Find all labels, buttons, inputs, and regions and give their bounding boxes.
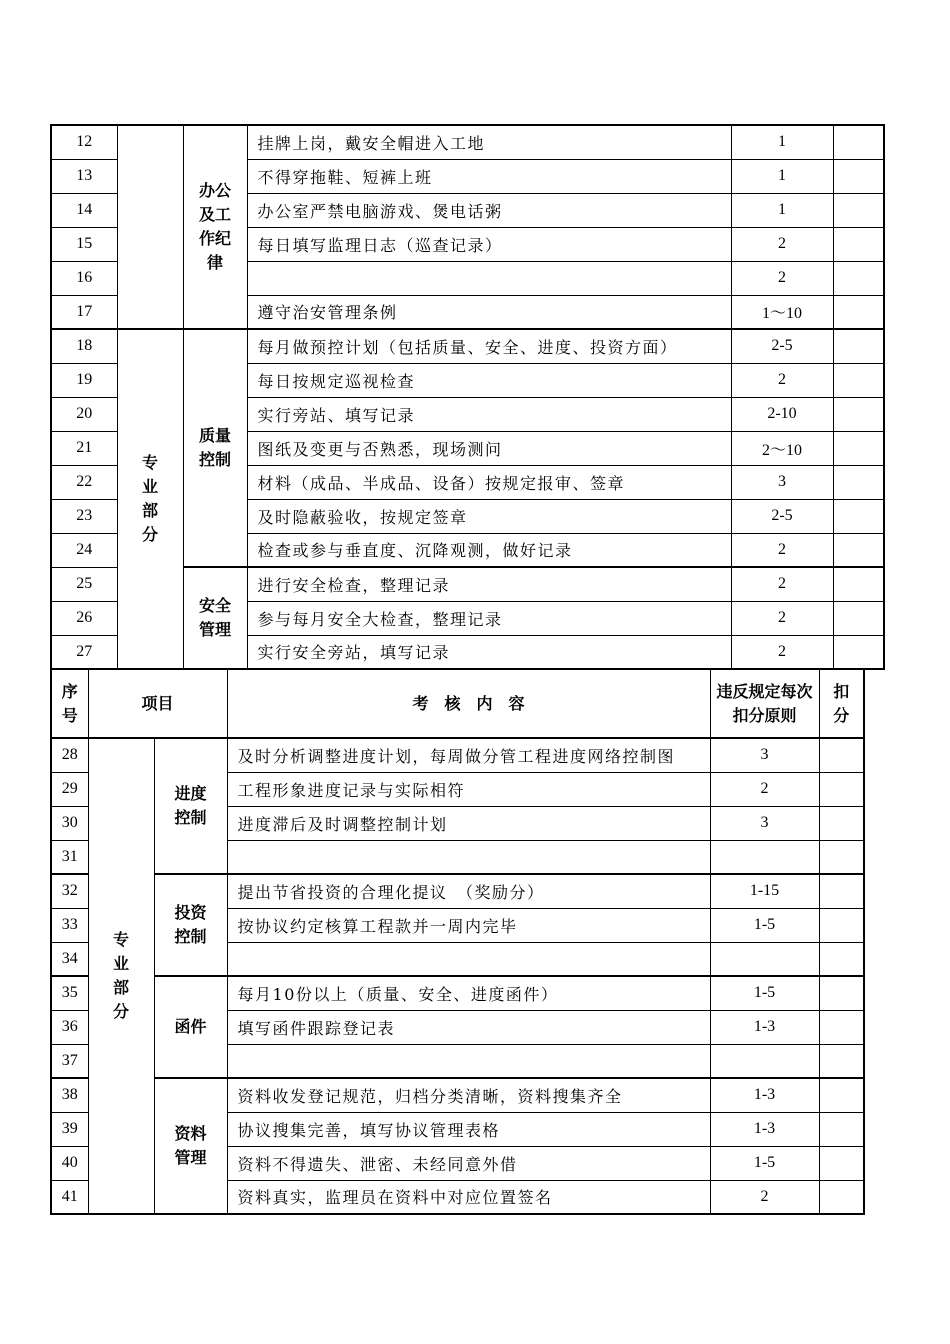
deduction-rule: 2～10	[731, 431, 833, 465]
assessment-content: 每日按规定巡视检查	[247, 363, 731, 397]
assessment-content: 协议搜集完善，填写协议管理表格	[227, 1112, 710, 1146]
header-serial-number: 序号	[51, 669, 88, 738]
deduction-cell	[833, 567, 884, 601]
deduction-cell	[833, 125, 884, 159]
assessment-content	[227, 942, 710, 976]
table-row	[51, 738, 864, 772]
deduction-cell	[833, 261, 884, 295]
deduction-rule: 1-3	[710, 1010, 819, 1044]
deduction-rule: 2	[731, 261, 833, 295]
deduction-rule: 1-5	[710, 908, 819, 942]
category-safety-management: 安全管理	[183, 567, 247, 669]
deduction-cell	[819, 1180, 864, 1214]
assessment-content: 实行旁站、填写记录	[247, 397, 731, 431]
deduction-cell	[833, 363, 884, 397]
deduction-rule: 3	[710, 738, 819, 772]
deduction-cell	[833, 601, 884, 635]
row-number: 24	[51, 533, 117, 567]
deduction-rule: 1-3	[710, 1078, 819, 1112]
deduction-rule: 1-5	[710, 1146, 819, 1180]
deduction-cell	[833, 227, 884, 261]
assessment-content: 实行安全旁站，填写记录	[247, 635, 731, 669]
deduction-cell	[819, 908, 864, 942]
deduction-cell	[819, 1010, 864, 1044]
assessment-content: 及时分析调整进度计划，每周做分管工程进度网络控制图	[227, 738, 710, 772]
assessment-content: 资料不得遗失、泄密、未经同意外借	[227, 1146, 710, 1180]
assessment-content	[247, 261, 731, 295]
row-number: 20	[51, 397, 117, 431]
deduction-cell	[819, 1044, 864, 1078]
row-number: 17	[51, 295, 117, 329]
deduction-rule	[710, 1044, 819, 1078]
row-number: 15	[51, 227, 117, 261]
deduction-rule: 1-15	[710, 874, 819, 908]
assessment-content: 填写函件跟踪登记表	[227, 1010, 710, 1044]
assessment-content: 资料收发登记规范，归档分类清晰，资料搜集齐全	[227, 1078, 710, 1112]
row-number: 13	[51, 159, 117, 193]
deduction-cell	[819, 942, 864, 976]
category-office-discipline: 办公及工作纪律	[183, 125, 247, 329]
category-document-management: 资料管理	[154, 1078, 227, 1214]
row-number: 38	[51, 1078, 88, 1112]
assessment-content: 参与每月安全大检查，整理记录	[247, 601, 731, 635]
assessment-content: 每月10份以上（质量、安全、进度函件）	[227, 976, 710, 1010]
section-cell-blank	[117, 125, 183, 329]
row-number: 14	[51, 193, 117, 227]
row-number: 36	[51, 1010, 88, 1044]
assessment-content: 每日填写监理日志（巡查记录）	[247, 227, 731, 261]
category-letters: 函件	[154, 976, 227, 1078]
deduction-rule: 2	[731, 601, 833, 635]
row-number: 12	[51, 125, 117, 159]
table-header-row	[51, 669, 864, 738]
row-number: 27	[51, 635, 117, 669]
deduction-rule: 1	[731, 159, 833, 193]
deduction-cell	[819, 738, 864, 772]
category-progress-control: 进度控制	[154, 738, 227, 874]
row-number: 23	[51, 499, 117, 533]
deduction-cell	[819, 1146, 864, 1180]
deduction-cell	[833, 159, 884, 193]
table-row	[51, 329, 884, 363]
deduction-rule	[710, 840, 819, 874]
deduction-rule	[710, 942, 819, 976]
row-number: 31	[51, 840, 88, 874]
section-professional: 专业部分	[117, 329, 183, 669]
deduction-rule: 2	[710, 772, 819, 806]
deduction-rule: 1	[731, 125, 833, 159]
deduction-cell	[819, 1078, 864, 1112]
assessment-content: 检查或参与垂直度、沉降观测，做好记录	[247, 533, 731, 567]
table-row	[51, 1078, 864, 1112]
deduction-cell	[819, 976, 864, 1010]
deduction-rule: 3	[710, 806, 819, 840]
assessment-content: 按协议约定核算工程款并一周内完毕	[227, 908, 710, 942]
deduction-cell	[819, 806, 864, 840]
assessment-content	[227, 1044, 710, 1078]
deduction-cell	[833, 397, 884, 431]
row-number: 21	[51, 431, 117, 465]
table-row	[51, 874, 864, 908]
assessment-content: 挂牌上岗，戴安全帽进入工地	[247, 125, 731, 159]
row-number: 35	[51, 976, 88, 1010]
section-professional: 专业部分	[88, 738, 154, 1214]
deduction-rule: 1	[731, 193, 833, 227]
deduction-cell	[819, 840, 864, 874]
deduction-cell	[833, 635, 884, 669]
assessment-content: 及时隐蔽验收，按规定签章	[247, 499, 731, 533]
assessment-content: 提出节省投资的合理化提议 （奖励分）	[227, 874, 710, 908]
row-number: 40	[51, 1146, 88, 1180]
row-number: 25	[51, 567, 117, 601]
deduction-rule: 2	[731, 363, 833, 397]
row-number: 34	[51, 942, 88, 976]
assessment-content: 办公室严禁电脑游戏、煲电话粥	[247, 193, 731, 227]
deduction-rule: 1～10	[731, 295, 833, 329]
assessment-content: 进度滞后及时调整控制计划	[227, 806, 710, 840]
deduction-cell	[833, 295, 884, 329]
deduction-rule: 2	[731, 533, 833, 567]
deduction-cell	[833, 329, 884, 363]
category-quality-control: 质量控制	[183, 329, 247, 567]
assessment-content: 遵守治安管理条例	[247, 295, 731, 329]
table-row	[51, 125, 884, 159]
row-number: 37	[51, 1044, 88, 1078]
header-deduction: 扣分	[819, 669, 864, 738]
row-number: 19	[51, 363, 117, 397]
row-number: 30	[51, 806, 88, 840]
header-item: 项目	[88, 669, 227, 738]
assessment-content: 材料（成品、半成品、设备）按规定报审、签章	[247, 465, 731, 499]
row-number: 33	[51, 908, 88, 942]
assessment-content: 资料真实，监理员在资料中对应位置签名	[227, 1180, 710, 1214]
row-number: 28	[51, 738, 88, 772]
deduction-cell	[833, 465, 884, 499]
deduction-cell	[833, 431, 884, 465]
row-number: 39	[51, 1112, 88, 1146]
deduction-rule: 2	[731, 227, 833, 261]
deduction-rule: 2	[731, 635, 833, 669]
assessment-content: 进行安全检查，整理记录	[247, 567, 731, 601]
category-investment-control: 投资控制	[154, 874, 227, 976]
row-number: 22	[51, 465, 117, 499]
deduction-rule: 2-5	[731, 329, 833, 363]
assessment-content: 图纸及变更与否熟悉，现场测问	[247, 431, 731, 465]
deduction-cell	[833, 499, 884, 533]
assessment-content: 每月做预控计划（包括质量、安全、进度、投资方面）	[247, 329, 731, 363]
deduction-rule: 1-5	[710, 976, 819, 1010]
assessment-table-part2	[50, 668, 865, 1215]
deduction-cell	[819, 874, 864, 908]
deduction-rule: 2-5	[731, 499, 833, 533]
deduction-rule: 2	[731, 567, 833, 601]
row-number: 26	[51, 601, 117, 635]
assessment-content: 不得穿拖鞋、短裤上班	[247, 159, 731, 193]
assessment-content: 工程形象进度记录与实际相符	[227, 772, 710, 806]
deduction-cell	[819, 772, 864, 806]
deduction-rule: 2	[710, 1180, 819, 1214]
assessment-table-part1	[50, 124, 885, 670]
deduction-cell	[833, 193, 884, 227]
deduction-rule: 1-3	[710, 1112, 819, 1146]
assessment-content	[227, 840, 710, 874]
header-content: 考 核 内 容	[227, 669, 710, 738]
deduction-cell	[819, 1112, 864, 1146]
row-number: 32	[51, 874, 88, 908]
row-number: 16	[51, 261, 117, 295]
deduction-cell	[833, 533, 884, 567]
table-row	[51, 976, 864, 1010]
deduction-rule: 2-10	[731, 397, 833, 431]
row-number: 41	[51, 1180, 88, 1214]
header-deduction-rule: 违反规定每次扣分原则	[710, 669, 819, 738]
row-number: 29	[51, 772, 88, 806]
row-number: 18	[51, 329, 117, 363]
deduction-rule: 3	[731, 465, 833, 499]
